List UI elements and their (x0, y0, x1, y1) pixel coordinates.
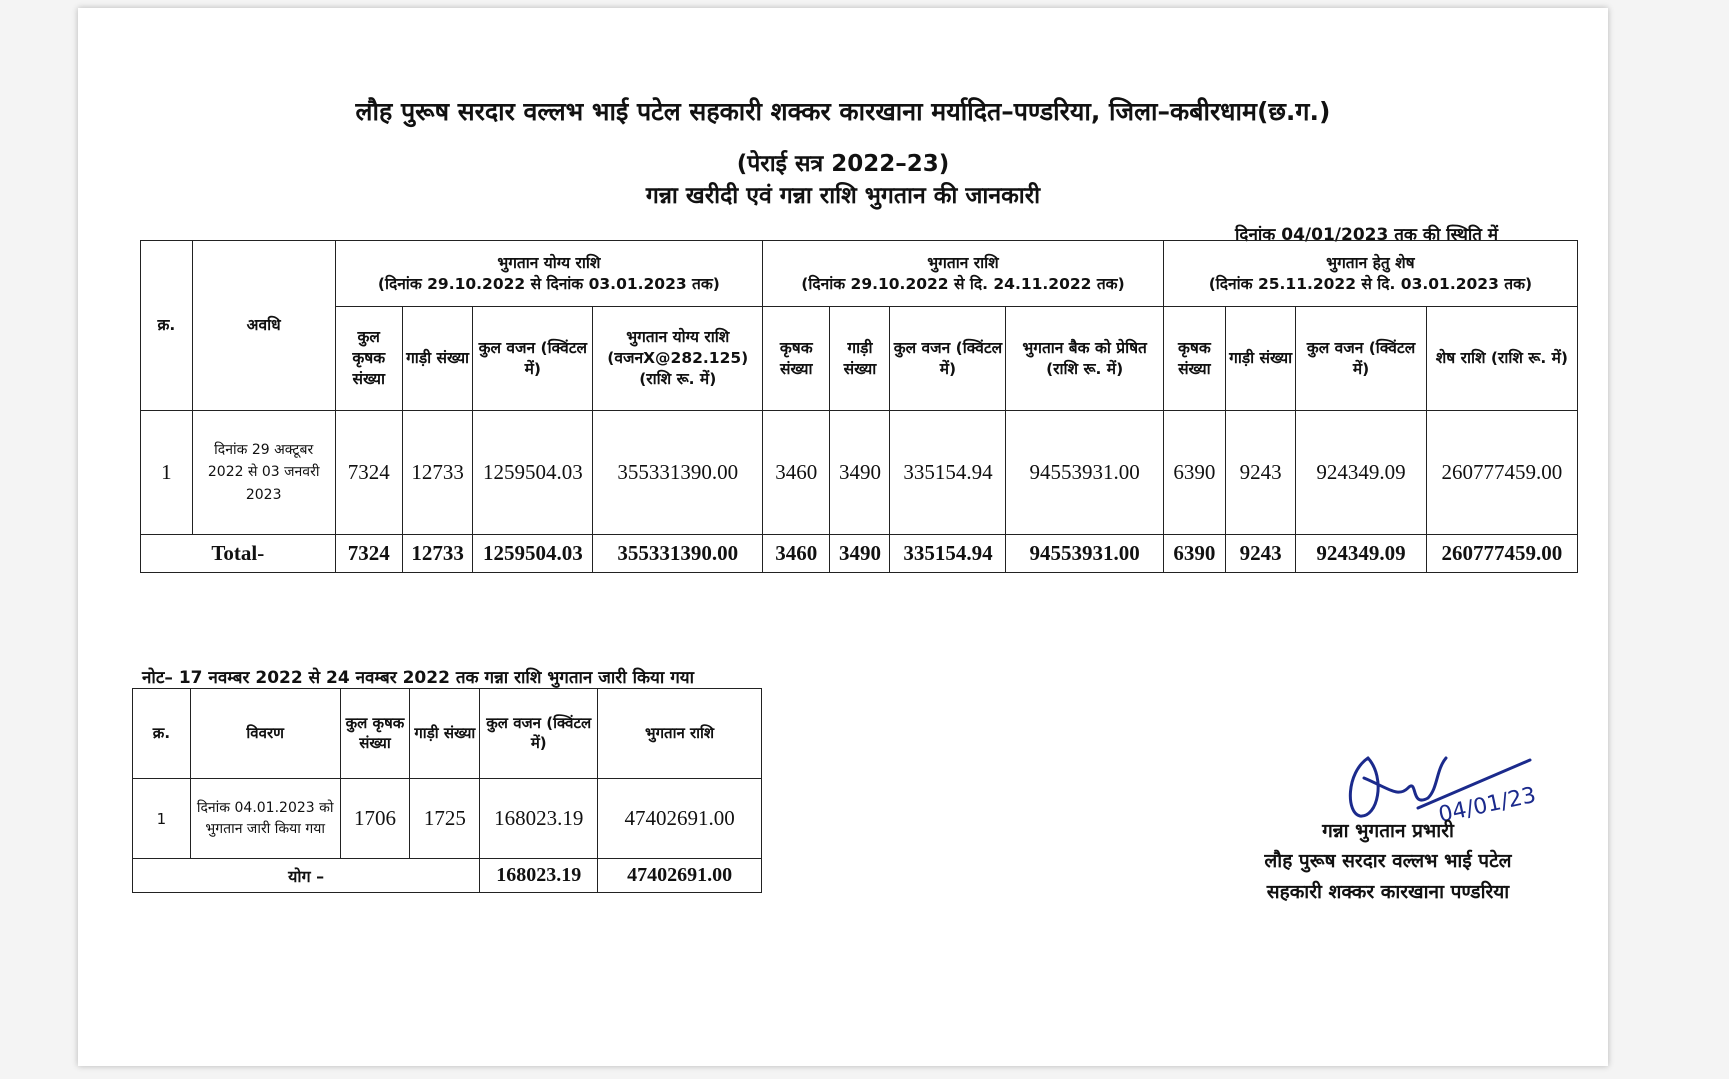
group-payable-title: भुगतान योग्य राशि (497, 253, 601, 272)
subheader-cell: कुल वजन (क्विंटल में) (473, 307, 593, 411)
total-value: 9243 (1225, 535, 1295, 573)
total-value: 3490 (830, 535, 890, 573)
row-period: दिनांक 29 अक्टूबर 2022 से 03 जनवरी 2023 (192, 411, 335, 535)
total-label: योग – (133, 859, 480, 893)
subheader-cell: गाड़ी संख्या (402, 307, 472, 411)
cell-value: 3490 (830, 411, 890, 535)
cell-value: 260777459.00 (1426, 411, 1577, 535)
subheader-cell: भुगतान योग्य राशि (वजनX@282.125) (राशि रू. में) (593, 307, 763, 411)
header-sno: क्र. (141, 241, 193, 411)
handwritten-signature (1268, 738, 1558, 828)
total-value: 6390 (1163, 535, 1225, 573)
total-value: 335154.94 (890, 535, 1006, 573)
subheader-cell: कुल वजन (क्विंटल में) (890, 307, 1006, 411)
document-page (78, 8, 1608, 1066)
subheader-cell: कृषक संख्या (1163, 307, 1225, 411)
group-payable (335, 241, 763, 307)
subheader-cell: कुल वजन (क्विंटल में) (1296, 307, 1426, 411)
cell-value: 335154.94 (890, 411, 1006, 535)
cell-value: 3460 (763, 411, 830, 535)
signature-date: 04/01/23 (1436, 782, 1539, 828)
total-value: 7324 (335, 535, 402, 573)
cell-value: 6390 (1163, 411, 1225, 535)
row-sno: 1 (133, 779, 191, 859)
total-row (141, 535, 1578, 573)
group-paid (763, 241, 1164, 307)
release-table (132, 688, 762, 893)
group-paid-title: भुगतान राशि (927, 253, 999, 272)
signatory-org-line2: सहकारी शक्कर कारखाना पण्डरिया (1266, 880, 1510, 903)
subheader-cell: गाड़ी संख्या (1225, 307, 1295, 411)
row-desc: दिनांक 04.01.2023 को भुगतान जारी किया गया (190, 779, 340, 859)
header-period: अवधि (192, 241, 335, 411)
group-balance-range: (दिनांक 25.11.2022 से दि. 03.01.2023 तक) (1208, 274, 1533, 293)
as-of-date: दिनांक 04/01/2023 तक की स्थिति में (1235, 225, 1498, 245)
total-value: 924349.09 (1296, 535, 1426, 573)
subheader-cell: शेष राशि (राशि रू. में) (1426, 307, 1577, 411)
total-value: 3460 (763, 535, 830, 573)
total-value: 94553931.00 (1006, 535, 1163, 573)
header-cell: भुगतान राशि (598, 689, 762, 779)
total-value: 355331390.00 (593, 535, 763, 573)
group-balance (1163, 241, 1577, 307)
signatory-block (1198, 816, 1578, 907)
subheader-cell: गाड़ी संख्या (830, 307, 890, 411)
cell-value: 7324 (335, 411, 402, 535)
subheader-cell: कृषक संख्या (763, 307, 830, 411)
cell-value: 94553931.00 (1006, 411, 1163, 535)
header-cell: कुल वजन (क्विंटल में) (480, 689, 598, 779)
table-row (133, 779, 762, 859)
main-payment-table (140, 240, 1578, 573)
signatory-org-line1: लौह पुरूष सरदार वल्लभ भाई पटेल (1264, 850, 1512, 873)
row-amount: 47402691.00 (598, 779, 762, 859)
total-row (133, 859, 762, 893)
season-title: (पेराई सत्र 2022–23) (736, 151, 950, 177)
cell-value: 12733 (402, 411, 472, 535)
total-value: 260777459.00 (1426, 535, 1577, 573)
signatory-title: गन्ना भुगतान प्रभारी (1322, 820, 1454, 842)
group-payable-range: (दिनांक 29.10.2022 से दिनांक 03.01.2023 तक) (377, 274, 720, 293)
total-value: 12733 (402, 535, 472, 573)
header-cell: विवरण (190, 689, 340, 779)
cell-value: 924349.09 (1296, 411, 1426, 535)
row-sno: 1 (141, 411, 193, 535)
subheader-cell: भुगतान बैक को प्रेषित (राशि रू. में) (1006, 307, 1163, 411)
row-vehicles: 1725 (410, 779, 480, 859)
cell-value: 9243 (1225, 411, 1295, 535)
header-cell: क्र. (133, 689, 191, 779)
table-row (141, 411, 1578, 535)
total-label: Total- (141, 535, 336, 573)
total-weight: 168023.19 (480, 859, 598, 893)
row-farmers: 1706 (340, 779, 410, 859)
cell-value: 355331390.00 (593, 411, 763, 535)
note-text: नोट– 17 नवम्बर 2022 से 24 नवम्बर 2022 तक गन्ना राशि भुगतान जारी किया गया (142, 668, 695, 688)
total-amount: 47402691.00 (598, 859, 762, 893)
org-title: लौह पुरूष सरदार वल्लभ भाई पटेल सहकारी शक्कर कारखाना मर्यादित–पण्डरिया, जिला–कबीरधाम(छ.ग.) (355, 97, 1331, 126)
cell-value: 1259504.03 (473, 411, 593, 535)
total-value: 1259504.03 (473, 535, 593, 573)
header-cell: कुल कृषक संख्या (340, 689, 410, 779)
header-cell: गाड़ी संख्या (410, 689, 480, 779)
group-balance-title: भुगतान हेतु शेष (1326, 253, 1415, 272)
group-paid-range: (दिनांक 29.10.2022 से दि. 24.11.2022 तक) (801, 274, 1125, 293)
subheader-cell: कुल कृषक संख्या (335, 307, 402, 411)
report-title: गन्ना खरीदी एवं गन्ना राशि भुगतान की जानकारी (645, 183, 1041, 209)
row-weight: 168023.19 (480, 779, 598, 859)
